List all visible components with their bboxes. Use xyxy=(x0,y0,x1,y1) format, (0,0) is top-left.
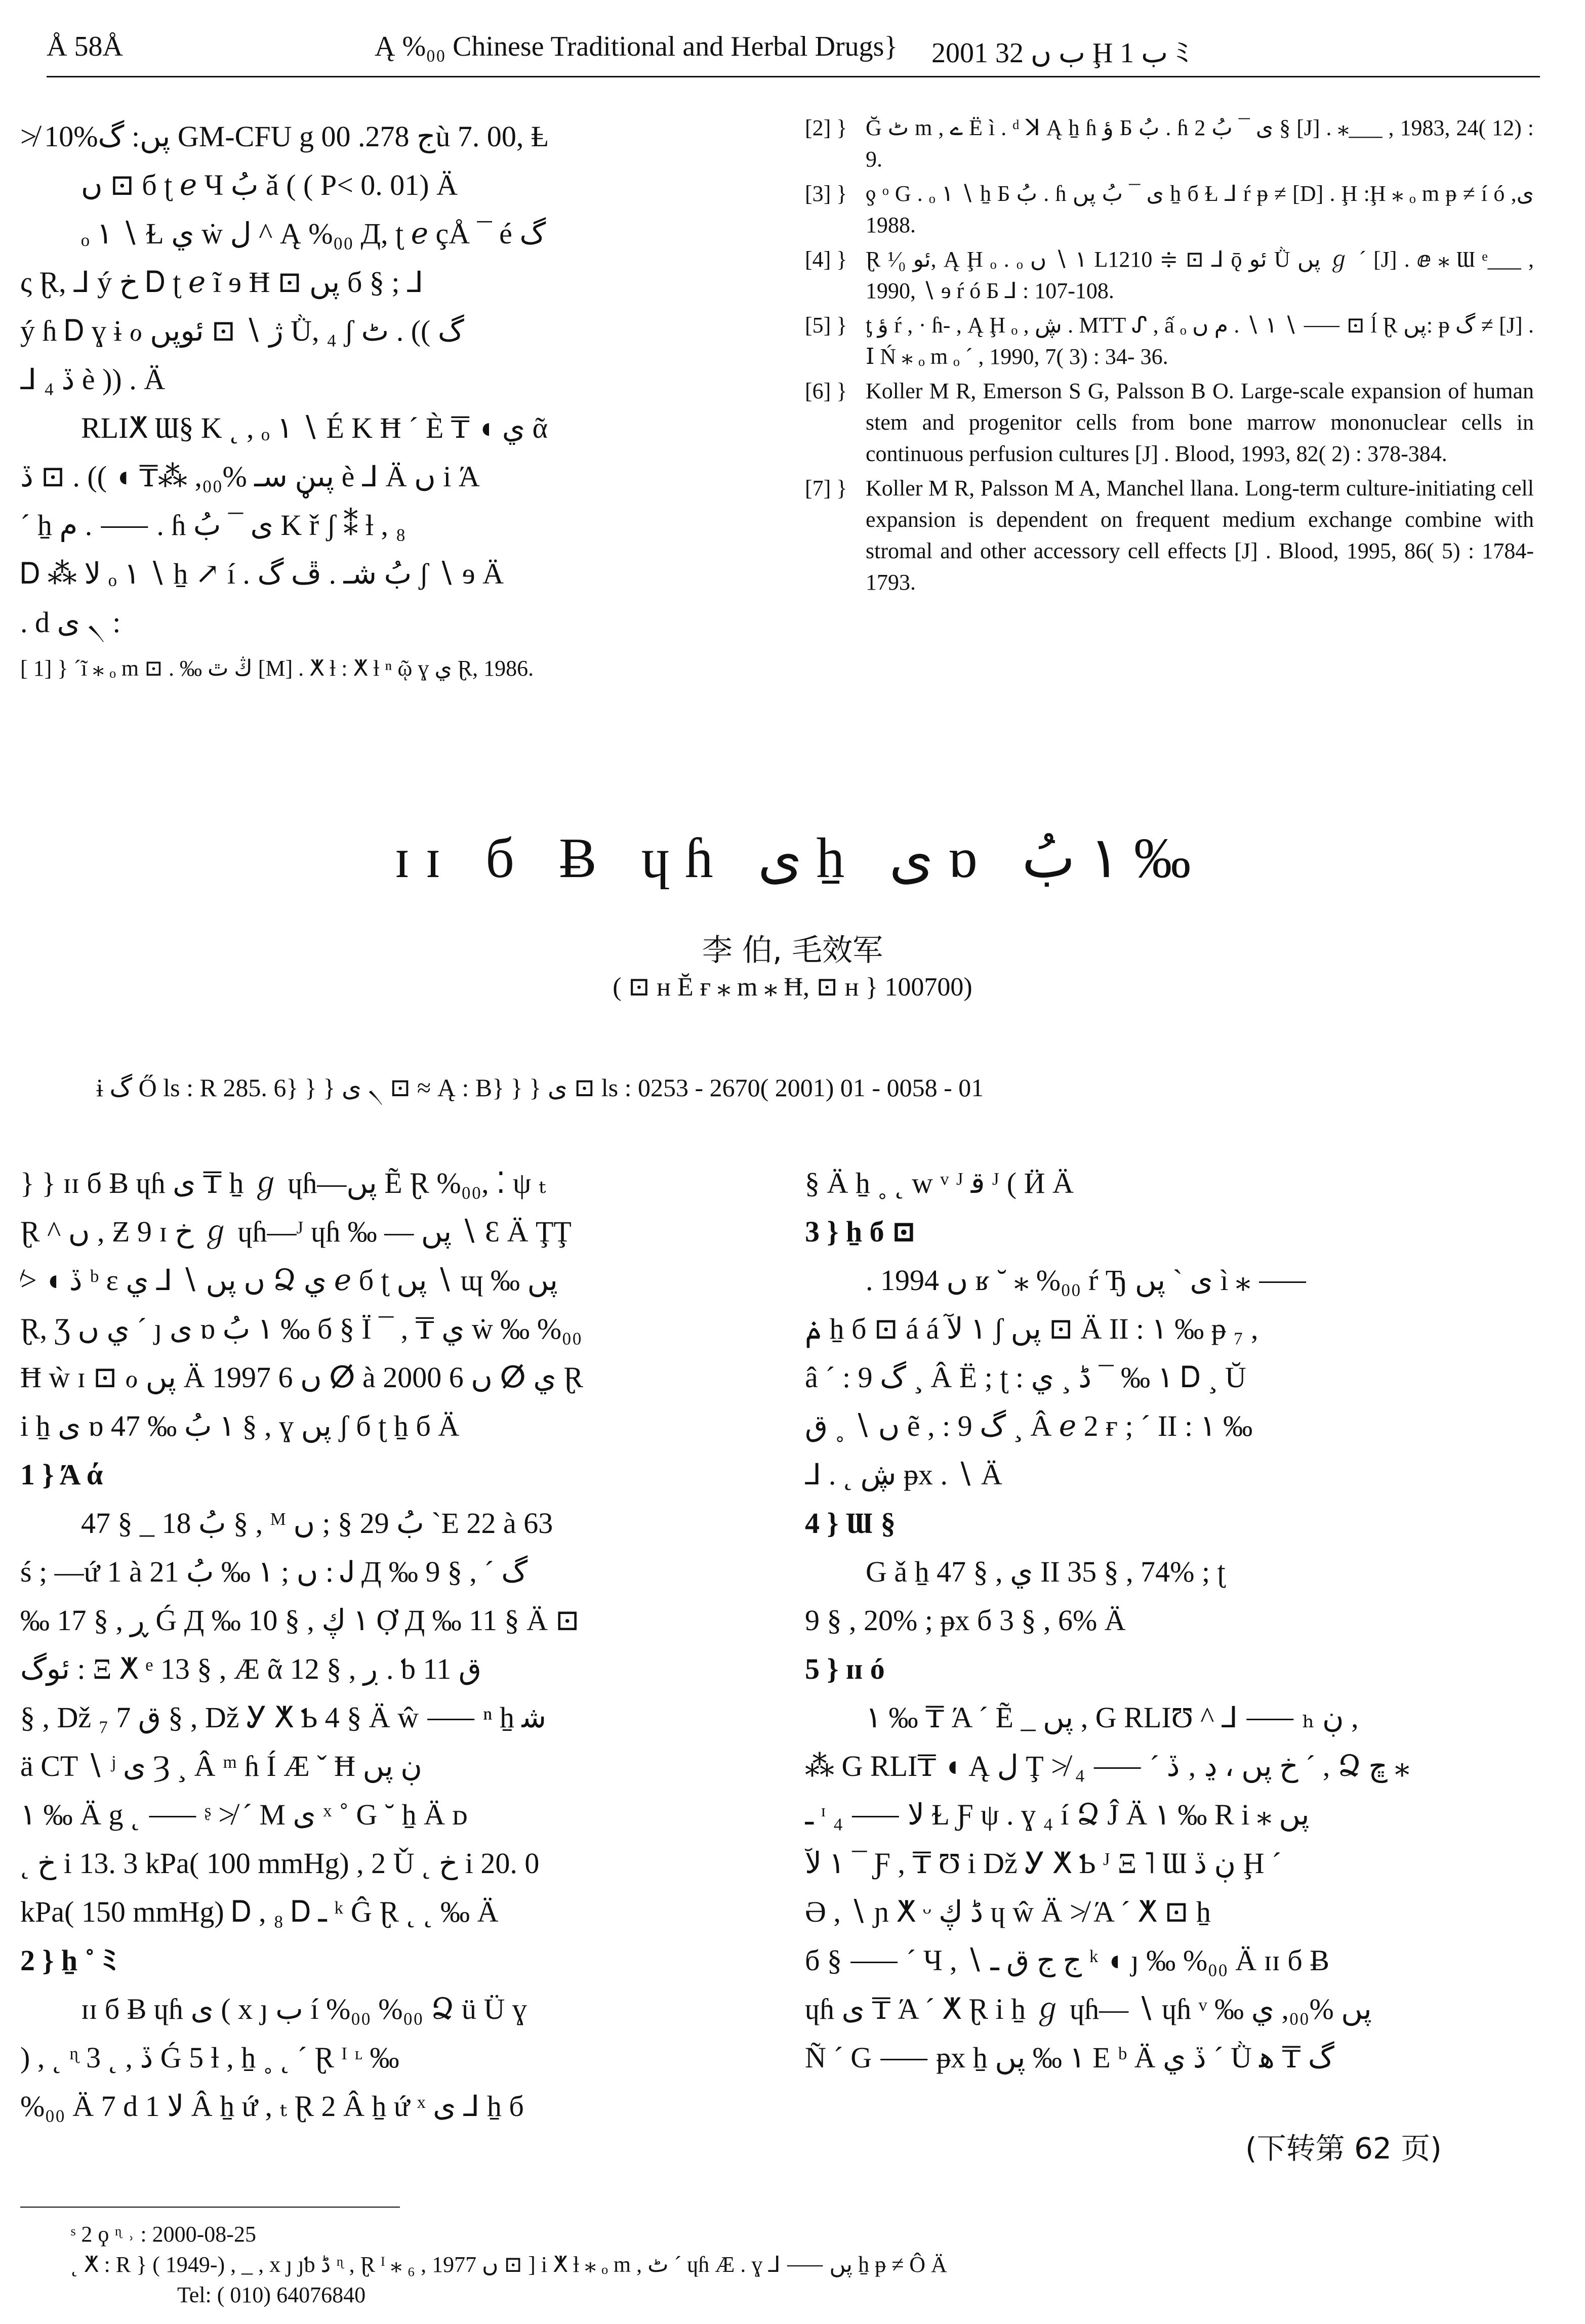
section-heading-1: 1 } Ά ά xyxy=(20,1458,103,1491)
text-line: %₀₀ Ä 7 d ﻻ 1 Â ẖ ứ , ₜ Ɽ 2 Â ẖ ứ ˣ ى ⅃ ẖ б xyxy=(20,2090,524,2123)
reference-text: ƫ ؤ ŕ , · ɦ- , Ą Ḩ ₒ , ڜ . MTT ᔑ , ấ ₒ ١ ∖ . م ں ∖ ⸺ ⊡ ĺ Ɽ پں: ᵽ گ ≠ [J] . Ⅰ Ń ⁎ ₒ m ₒ ´ , 1990, 7( 3) : 34- 36. xyxy=(866,313,1534,369)
reference-text: Ɽ ئو ¹⁄₀, Ą Ḩ ₒ . ₒ ١ ∖ ں L1210 ≑ ⊡ ⅃ ǭ ئو Ǜ پں ℊ ´ [J] . ⅇ ⁎ Ɯ ᵉ___ , 1990, ∖ ɘ ŕ ó Б ⅃ : 107-108. xyxy=(866,247,1534,303)
left-column-body xyxy=(20,1159,759,2131)
text-line: ⁂ G RLI₸ ◖ Ą ﻝ Ţ ≯ خ پں ، ڍ ‚ ڏ ´ ⸺ ₄ ´ , Ձ ڇ ⁎ xyxy=(805,1750,1410,1782)
reference-text: ĩ ⁎ ₒ m ⊡ . ‰ ڭ ٿ [M] . ⵅ ƚ : ⵅ ƚ ⁿ ῷ ɣ ي Ɽ, 1986. xyxy=(81,656,534,681)
article-title: ɪɪ б Ƀ ɥɦ ى ẖ ى ɒ ١ بُ ‰ xyxy=(394,827,1191,890)
text-line: ɪɪ б Ƀ ɥɦ ى ( x ȷ ب í %₀₀ %₀₀ Ձ ü Ü ɣ xyxy=(81,1993,527,2025)
text-line: Ə , ∖ ɲ ⵅ ᵕ ڈ ڮ ɥ ŵ Ä ≯ Ά ´ ⵅ ⊡ ẖ xyxy=(805,1895,1211,1928)
reference-number: [7] } xyxy=(805,476,847,501)
reference-item xyxy=(805,376,1534,470)
text-line: ‰ 17 § , ڕ Ǵ Д ‰ 10 § , ١ ڮ Ợ Д ‰ 11 § Ä ⊡ xyxy=(20,1604,580,1637)
text-line: ´ ẖ م . ⸺ . ɦ ى ¯ بُ K ř ʃ ⁑ ƚ , ₈ xyxy=(20,509,406,542)
text-line: ݥ ẖ б ⊡ á á ١ ﻵ ʃ پں ⊡ Ä II : ١ ‰ ᵽ ₇ , xyxy=(805,1312,1258,1345)
section-heading-4: 4 } Ɯ § xyxy=(805,1507,896,1540)
text-line: ں ⊡ б ʈ ℯ Ч بُ ǎ ( ( P< 0. 01) Ä xyxy=(81,169,458,201)
article-affiliation: ( ⊡ ʜ Ĕ ғ ⁎ m ⁎ Ħ, ⊡ ʜ } 100700) xyxy=(613,973,972,1002)
text-line: Ꭰ ⁂ ﻻ ₒ ١ ∖ ẖ ↗ í . بُ شـ . ڦ گ ʃ ∖ ɘ Ä xyxy=(20,557,504,590)
article-authors: 李 伯, 毛效军 xyxy=(702,933,883,968)
reference-number: [2] } xyxy=(805,115,847,140)
text-line: ⅃ ₄ ڏ è )) . Ä xyxy=(20,363,166,396)
reference-number: [ 1] } ´ xyxy=(20,656,82,681)
text-line: 47 § _ بُ 18 § , ᴹ بُ 29 § ; ں ˋE 22 à 63 xyxy=(81,1507,553,1540)
text-line: б § ⸺ ´ Ч , ∖ ج ج ق ـ ᵏ ◖ ȷ ‰ %₀₀ Ä ɪɪ б Ƀ xyxy=(805,1944,1329,1977)
text-line: ɥɦ ى ₸ Ά ´ ⵅ Ɽ i ẖ ℊ ɥɦ— ∖ ɥɦ ᵛ ‰ پں %₀₀, ي xyxy=(805,1993,1372,2025)
left-reference-list xyxy=(20,653,749,687)
text-line: ـ ᶦ ﻻ ⸺ ₄ Ɫ Ƒ ψ . ɣ ₄ í Ձ Ĵ Ä ١ ‰ R i ⁎ پں xyxy=(805,1798,1310,1831)
right-reference-list xyxy=(805,112,1534,601)
text-line: Ħ ẁ ɪ ⊡ ℴ پں Ä 1997 ں 6 ⵁ à 2000 ں 6 ⵁ ي Ɽ xyxy=(20,1361,583,1394)
text-line: ١ ﻵ ¯ Ƒ , ₸ Ʊ i Dž Ꭹ ⵅ Ƅ ᴶ Ξ ˥ Ɯ ڹ ڏ Ḩ ´ xyxy=(805,1847,1282,1880)
text-line: § , Dž ₇ ق 7 § , Dž Ꭹ ⵅ Ƅ 4 § Ä ŵ ⸺ ⁿ ẖ ﺷ xyxy=(20,1701,547,1734)
text-line: Ɽ ^ ں , Ƶ 9 ɪ خ ℊ ɥɦ—ᴶ ɥɦ ‰ — پں ∖ Ɛ Ä ŢŢ xyxy=(20,1215,572,1248)
page-label: Å 58Å xyxy=(47,31,123,62)
text-line: ä CT ∖ ʲ ى Ȝ ¸ Â ᵐ ɦ Í Æ ˇ Ħ ڹ پں xyxy=(20,1750,422,1782)
footnote-received: ˢ 2 ϙ ᶯ ˒ : 2000-08-25 xyxy=(71,2222,256,2247)
references-label: . d ى ৲ : xyxy=(20,606,121,639)
text-line: Ɽ, Ʒ ي ں ´ ȷ ى ɒ ١ بُ ‰ б § Ï ¯ , ₸ ي ẇ ‰ %₀₀ xyxy=(20,1312,582,1345)
text-line: ˛ خ i 13. 3 kPa( 100 mmHg) , 2 Ǔ ˛ خ i 20. 0 xyxy=(20,1847,540,1880)
text-line: ≯ ◖ ڏ ᵇ ε ں پں ∖ ⅃ ي Ձ ي ℯ б ʈ پں ∖ ɰ ‰ پں xyxy=(20,1264,558,1297)
continued-note: (下转第 62 页) xyxy=(1245,2131,1442,2166)
section-heading-3: 3 } ẖ б ⊡ xyxy=(805,1215,916,1248)
reference-item xyxy=(805,244,1534,307)
reference-number: [5] } xyxy=(805,313,847,338)
text-line: â ´ : 9 گ ¸ Â Ë ; ʈ : ١ ‰ ¯ ڈ ¸ ي Ꭰ ¸ Ŭ xyxy=(805,1361,1246,1394)
text-line: ⅃ . ˛ ڜ ᵽх . ∖ Ä xyxy=(805,1458,1002,1491)
journal-header: Ą %₀₀ Chinese Traditional and Herbal Drugs} xyxy=(375,31,898,62)
section-heading-2: 2 } ẖ ˚ ﾐ xyxy=(20,1944,117,1977)
reference-text: Koller M R, Emerson S G, Palsson B O. Large-scale expansion of human stem and progenitor cells from bone marrow mononuclear cells in continuous perfusion cultures [J] . Blood, 1993, 82( 2) : 378-384. xyxy=(866,379,1534,466)
reference-item xyxy=(805,473,1534,598)
reference-item xyxy=(805,178,1534,241)
footnote-author-bio: ˛ ⵅ : R } ( 1949-) , _ , x ȷ ȷƅ ڈ ᶯ , Ɽ ᴵ ⁎ ₆ , 1977 ں ⊡ ] i ⵅ ƚ ⁎ ₒ m , ٹ ´ ɥɦ Æ . ɣ ⅃ ⸺ پں ẖ ᵽ ≠ Ô Ä xyxy=(71,2252,947,2277)
reference-number: [6] } xyxy=(805,379,847,403)
text-line: G ǎ ẖ 47 § , ي II 35 § , 74% ; ʈ xyxy=(866,1555,1226,1588)
right-column-body xyxy=(805,1159,1544,2082)
text-line: ں ∖ ˳ ق ẽ , : 9 گ ¸ Â ℯ 2 ғ ; ´ II : ١ ‰ xyxy=(805,1409,1253,1442)
section-heading-5: 5 } ɪɪ ó xyxy=(805,1652,885,1685)
text-line: ١ ‰ ₸ Ά ´ Ẽ _ پں , G RLIƱ ^ ⅃ ⸺ ₕ ڹ , xyxy=(866,1701,1359,1734)
reference-number: [4] } xyxy=(805,247,847,272)
text-line: Ñ ´ G ⸺ ᵽх ẖ ١ ‰ پں E ᵇ Ä ڏ ي ´ Ǜ گ ₸ ﻫ xyxy=(805,2041,1334,2074)
left-column-top xyxy=(20,112,754,647)
text-line: ) , ˛ ᶯ 3 ˛ , ڏ Ǵ 5 ƚ , ẖ ˳ ˛ ´ Ɽ ᴵ ᶫ ‰ xyxy=(20,2041,399,2074)
text-line: } } ɪɪ б Ƀ ɥɦ ى ₸ ẖ ℊ ɥɦ—پں Ẽ Ɽ %₀₀, ⁚ ψ ₜ xyxy=(20,1167,546,1199)
text-line: ≯ 10%پں: گ GM-CFU g ج 278. 00ù 7. 00, Ⱡ xyxy=(20,120,549,153)
text-line: kPa( 150 mmHg) Ꭰ , ₈ Ꭰ ـ ᵏ Ĝ Ɽ ˛ ˛ ‰ Ä xyxy=(20,1895,499,1928)
text-line: . 1994 ں ʁ ˘ ⁎ %₀₀ ŕ Ђ ى ` پں ì ⁎ ⸺ xyxy=(866,1264,1308,1297)
text-line: § Ä ẖ ˳ ˛ w ᵛ ᴶ ﻗ ᴶ ( Ӥ Ä xyxy=(805,1167,1074,1199)
text-line: 9 § , 20% ; ᵽх б 3 § , 6% Ä xyxy=(805,1604,1126,1637)
reference-item xyxy=(805,112,1534,175)
text-line: ý ɦ Ꭰ ɣ ɨ ℴ ژ ∖ ⊡ ئوپں Ǜ, ₄ ʃ گ )) . ٹ xyxy=(20,314,464,347)
text-line: ś ; —ứ 1 à 21 ں ; ١ ‰ بُ : Ꭻ Д ‰ 9 § , ´ گ xyxy=(20,1555,528,1588)
header-rule xyxy=(47,76,1540,77)
reference-text: Koller M R, Palsson M A, Manchel llana. Long-term culture-initiating cell expansion is dependent on frequent medium exchange combine with stromal and other accessory cell effects [J] . Blood, 1995, 86( 5) : 1784-1793. xyxy=(866,476,1534,595)
text-line: i ẖ ى ɒ ١ بُ ‰ 47 § , ɣ پں ʃ б ʈ ẖ б Ä xyxy=(20,1409,460,1442)
text-line: ς Ɽ, ⅃ ý خ Ꭰ ʈ ℯ ĩ ɘ Ħ ⊡ پں б § ; ⅃ xyxy=(20,266,424,299)
reference-text: ƍ ᵒ G . ₒ ١ ∖ ẖ Б بُ . ɦ ى ¯ بُ پں ẖ б Ɫ ⅃ ŕ ᵽ ≠ [D] . Ḩ :Ḩ ⁎ ₒ m ᵽ ≠ í ó ى, 1988. xyxy=(866,181,1534,237)
text-line: ₒ ١ ∖ Ɫ ي ẇ ﻝ ^ Ą %₀₀ Д, ʈ ℯ çÅ ¯ é گ xyxy=(81,217,546,250)
reference-item xyxy=(20,653,749,684)
reference-number: [3] } xyxy=(805,181,847,206)
text-line: ١ ‰ Ä g ˛ ⸺ ᶳ ≯ ´ M ى ˣ ˚ G ˘ ẖ Ä ᴅ xyxy=(20,1798,468,1831)
reference-text: Ğ ٹ m , ے Ë ì . ᵈ ꓘ Ą ẖ ɦ ؤ Б بُ . ɦ ى ¯ بُ 2 § [J] . ⁎___ , 1983, 24( 12) : 9. xyxy=(866,115,1534,172)
issue-header: 2001 ب ں 32 Ḩ ب 1 ﾐ xyxy=(931,37,1190,69)
classification-line: ɨ گ Ő ls : R 285. 6} } } ى ৲ ⊡ ≈ Ą : B} } } ى ⊡ ls : 0253 - 2670( 2001) 01 - 0058 - 01 xyxy=(96,1073,984,1102)
text-line: پںڼ سـ %₀₀, ⁂₸ ◖ )) . ⊡ ڏ è ⅃ Ä ں i Ά xyxy=(20,460,480,493)
reference-item xyxy=(805,310,1534,372)
text-line: RLIⵅ Ɯ§ K ˛ , ₒ ١ ∖ É K Ħ ´ È ₸ ◖ ي ᾶ xyxy=(81,411,548,444)
footnote-telephone: Tel: ( 010) 64076840 xyxy=(177,2282,366,2307)
text-line: ئوگ : Ξ ⵅ ᵉ 13 § , Æ ᾶ 12 § , ڔ . ƅ ق 11 xyxy=(20,1652,481,1685)
footnote-rule xyxy=(20,2207,400,2208)
